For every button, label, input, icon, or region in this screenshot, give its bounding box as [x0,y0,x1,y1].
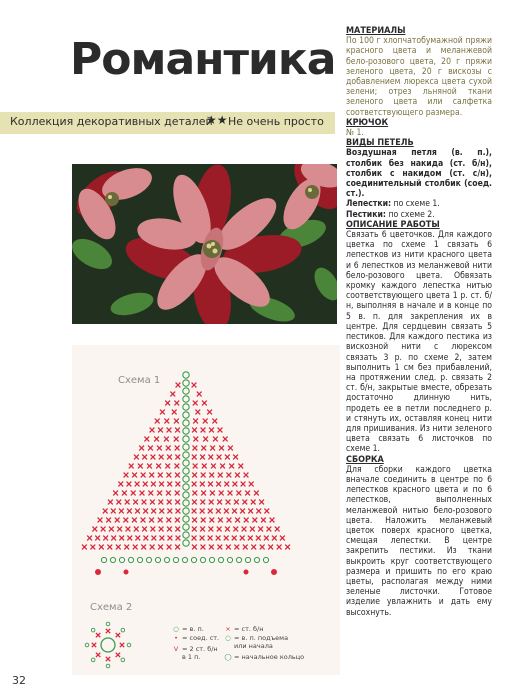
legend-sc2: = 2 ст. б/н [182,645,218,653]
assembly-heading: СБОРКА [346,454,384,465]
chain-stitch [183,540,189,546]
difficulty-stars: ★★ [206,113,228,127]
chain-stitch [183,380,189,386]
chain-stitch [227,557,232,562]
schemes-panel [72,345,340,675]
chain-stitch [183,412,189,418]
chain-stitch [183,500,189,506]
legend-slip: = соед. ст. [182,634,220,642]
stitches-heading: ВИДЫ ПЕТЕЛЬ [346,138,414,149]
category-band [0,112,335,134]
chain-stitch [127,643,131,647]
chain-stitch [121,628,125,632]
legend-ring: = начальное кольцо [234,653,305,661]
chain-stitch [183,484,189,490]
chain-stitch [164,557,169,562]
slip-stitch [124,570,129,575]
chain-stitch [146,557,151,562]
chain-stitch [91,628,95,632]
chain-stitch [173,557,178,562]
chain-stitch [183,452,189,458]
chain-stitch [245,557,250,562]
materials-text: По 100 г хлопчатобумажной пряжи красного цвета и меланжевой бело-розового цвета, 20 г пряжи зеленого цвета, 20 г вискозы с добавлением люрекса цвета сухой зелени; отрез льняной ткани зеленого цвета или салфетка соответствующего размера. [346,36,492,118]
chain-stitch [183,492,189,498]
chain-stitch [200,557,205,562]
chain-stitch [183,396,189,402]
poinsettia-photo [72,164,337,324]
page-number: 32 [12,674,26,687]
hook-heading: КРЮЧОК [346,117,389,128]
assembly-text: Для сборки каждого цветка вначале соединить в центре по 6 лепестков красного цвета и по 6 лепестков, выполненных меланжевой нитью бело-розового цвета. Наложить меланжевый цветок поверх красного цветка, смещая лепестки. В центре закрепить пестики. Из ткани выкроить круг соответствующего размера и пришить по его краю цветы, располагая между ними зеленые листочки. Готовое изделие увлажнить и дать ему высохнуть. [346,464,492,618]
chain-stitch [183,476,189,482]
chain-stitch [183,428,189,434]
chain-stitch [85,643,89,647]
chain-stitch [183,468,189,474]
description-text: Связать 6 цветочков. Для каждого цветка по схеме 1 связать 6 лепестков из нити красного цвета и 6 лепестков из меланжевой нити бело-розового цвета. Обвязать кромку каждого лепестка нитью соответствующего цвета 1 р. ст. б/н, выполняя в начале и в конце по 5 в. п. для закрепления их в центре. Для сердцевин связать 5 пестиков. Для каждого пестика из вискозной нити с люрексом связать 3 р. по схеме 2, затем выполнить 1 см без прибавлений, на протяжении след. р. связать 2 ст. б/н, закрытые вместе, обрезать достаточно длинную нить, продеть ее в петли последнего р. и стянуть их, оставляя конец нити для пришивания. Из нити зеленого цвета связать 6 листочков по схеме 1. [346,230,492,455]
slip-stitch [95,569,101,575]
chain-stitch [119,557,124,562]
chain-stitch [121,658,125,662]
pistils-label: Пестики: [346,209,386,220]
chain-stitch [183,372,189,378]
chain-stitch [183,420,189,426]
petals-text: по схеме 1. [393,199,440,210]
chain-stitch [183,508,189,514]
chain-stitch [183,388,189,394]
chain-stitch [183,516,189,522]
chain-stitch [91,658,95,662]
legend-sc: = ст. б/н [234,625,264,633]
chain-stitch [191,557,196,562]
legend-lift: = в. п. подъема [234,634,289,642]
chain-stitch [183,404,189,410]
chain-stitch [106,664,110,668]
chain-stitch [183,524,189,530]
legend: ○ = в. п. • = соед. ст. V = 2 ст. б/н в 1 п. × = ст. б/н ○ = в. п. подъема или начала ◯ = начальное кольцо [173,625,305,661]
legend-lift-b: или начала [234,642,273,650]
chain-stitch [155,557,160,562]
schema-1-label: Схема 1 [118,375,161,386]
chain-stitch [183,460,189,466]
legend-sc2-b: в 1 п. [182,653,201,661]
chain-stitch [110,557,115,562]
legend-chain: = в. п. [182,625,204,633]
chain-stitch [137,557,142,562]
chain-stitch [254,557,259,562]
description-heading: ОПИСАНИЕ РАБОТЫ [346,219,440,230]
instructions-column [346,26,492,618]
chain-stitch [218,557,223,562]
slip-stitch [244,570,249,575]
chain-stitch [106,622,110,626]
hook-text: № 1. [346,128,364,139]
chain-stitch [182,557,187,562]
page-title: Романтика [70,34,336,85]
starting-ring [101,638,115,652]
difficulty-label: Не очень просто [228,115,324,128]
chain-stitch [263,557,268,562]
chain-stitch [183,444,189,450]
chain-stitch [183,532,189,538]
chain-stitch [128,557,133,562]
chain-stitch [236,557,241,562]
stitches-text: Воздушная петля (в. п.), столбик без накида (ст. б/н), столбик с накидом (ст. с/н), соединительный столбик (соед. ст.). [346,148,492,200]
petals-label: Лепестки: [346,199,392,210]
slip-stitch [271,569,277,575]
schema-2-label: Схема 2 [90,602,133,613]
materials-heading: МАТЕРИАЛЫ [346,26,406,36]
collection-label: Коллекция декоративных деталей [10,115,213,128]
chain-stitch [209,557,214,562]
chain-stitch [183,436,189,442]
pistils-text: по схеме 2. [388,209,435,220]
chain-stitch [101,557,106,562]
